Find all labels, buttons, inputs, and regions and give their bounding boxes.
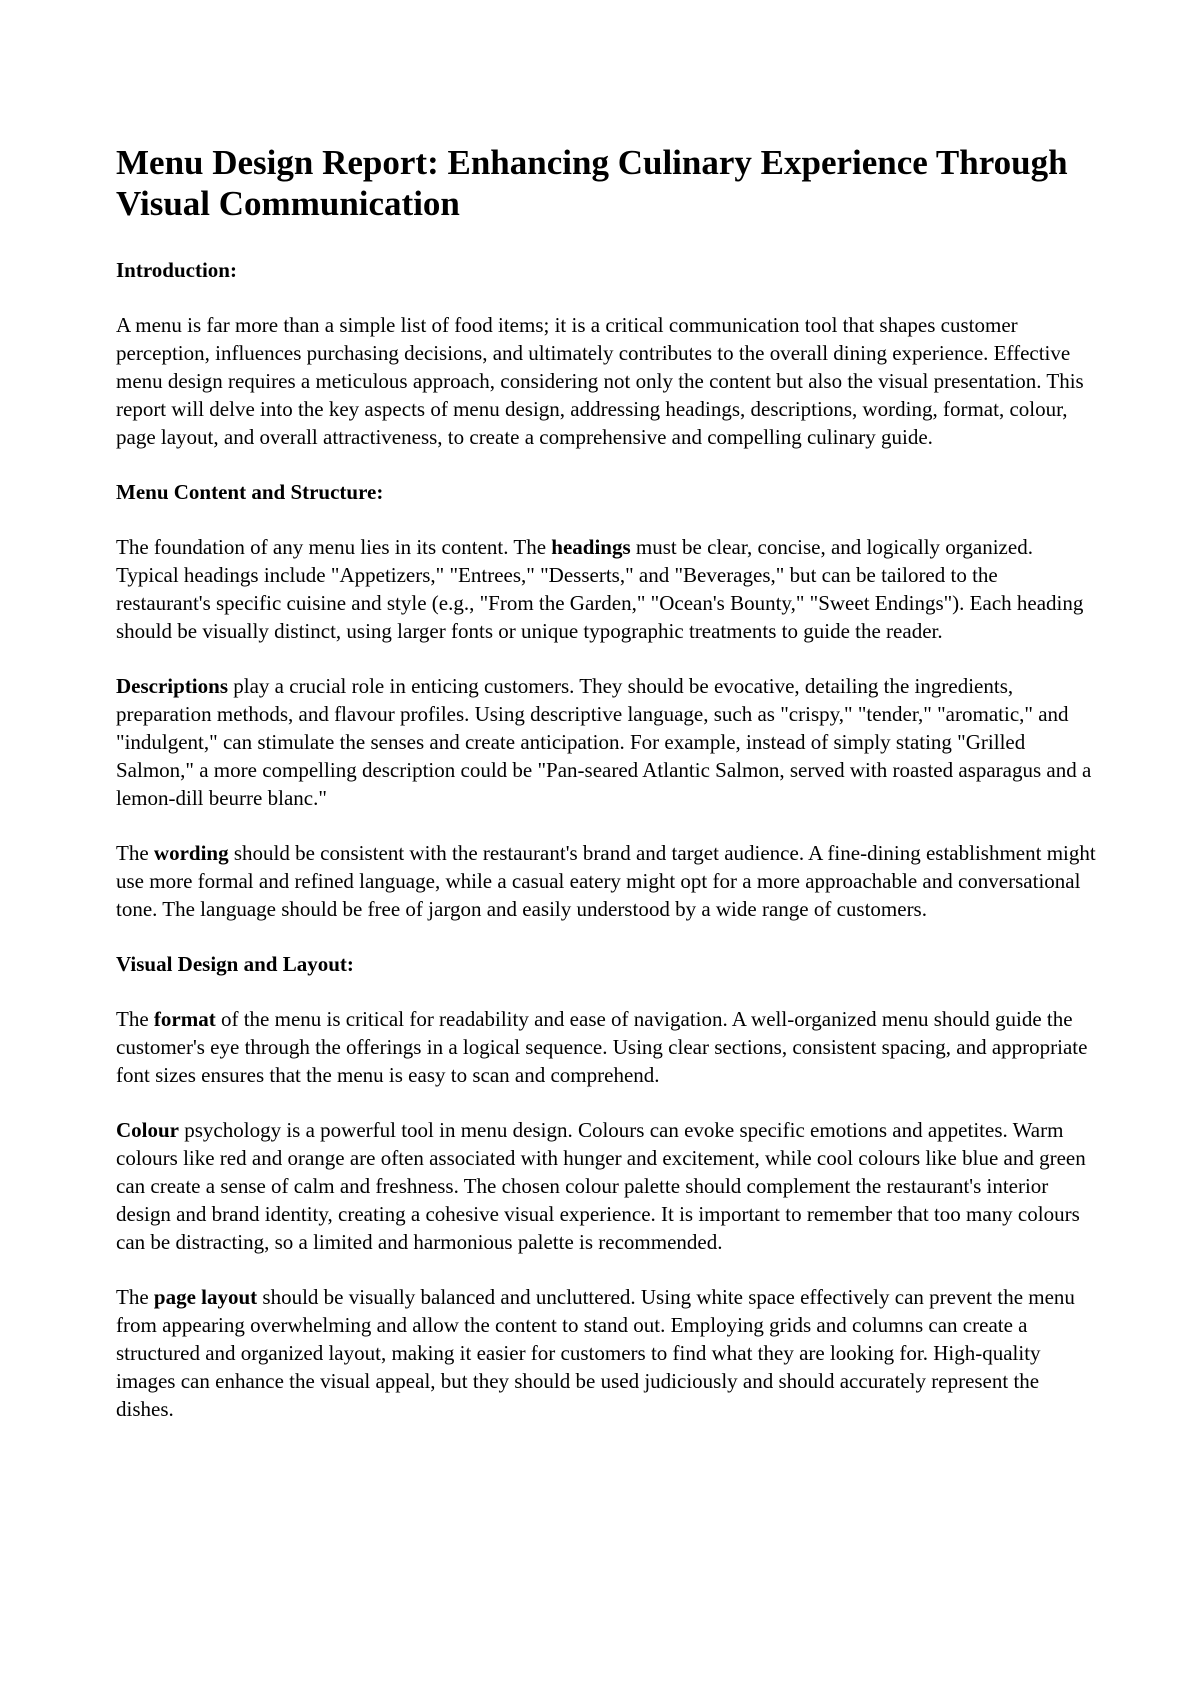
intro-paragraph: A menu is far more than a simple list of food items; it is a critical communication tool that shapes customer perception, influences purchasing decisions, and ultimately contributes to the overall dining experience. Effective menu design requires a meticulous approach, considering not only the content but also the visual presentation. This report will delve into the key aspects of menu design, addressing headings, descriptions, wording, format, colour, page layout, and overall attractiveness, to create a comprehensive and compelling culinary guide. [116, 313, 1084, 449]
headings-paragraph-body: must be clear, concise, and logically organized. Typical headings include "Appetizers," "Entrees," "Desserts," and "Beverages," but can be tailored to the restaurant's specific cuisine and style (e.g., "From the Garden," "Ocean's Bounty," "Sweet Endings"). Each heading should be visually distinct, using larger fonts or unique typographic treatments to guide the reader. [116, 535, 1084, 643]
descriptions-paragraph-body: play a crucial role in enticing customers. They should be evocative, detailing the ingredients, preparation methods, and flavour profiles. Using descriptive language, such as "crispy," "tender," "aromatic," and "indulgent," can stimulate the senses and create anticipation. For example, instead of simply stating "Grilled Salmon," a more compelling description could be "Pan-seared Atlantic Salmon, served with roasted asparagus and a lemon-dill beurre blanc." [116, 674, 1092, 810]
format-paragraph-body: of the menu is critical for readability and ease of navigation. A well-organized menu should guide the customer's eye through the offerings in a logical sequence. Using clear sections, consistent spacing, and appropriate font sizes ensures that the menu is easy to scan and comprehend. [116, 1007, 1088, 1087]
headings-paragraph-lead: The foundation of any menu lies in its content. The [116, 535, 552, 559]
headings-keyword: headings [551, 535, 631, 559]
wording-paragraph-lead: The [116, 841, 154, 865]
section-heading-introduction: Introduction: [116, 258, 237, 282]
colour-paragraph [116, 1116, 1096, 1256]
wording-paragraph [116, 839, 1096, 923]
descriptions-paragraph [116, 672, 1096, 812]
wording-keyword: wording [153, 841, 229, 865]
colour-keyword: Colour [116, 1118, 179, 1142]
page-layout-paragraph [116, 1283, 1096, 1423]
format-paragraph-lead: The [116, 1007, 154, 1031]
page-layout-paragraph-body: should be visually balanced and uncluttered. Using white space effectively can prevent the menu from appearing overwhelming and allow the content to stand out. Employing grids and columns can create a structured and organized layout, making it easier for customers to find what they are looking for. High-quality images can enhance the visual appeal, but they should be used judiciously and should accurately represent the dishes. [116, 1285, 1075, 1421]
page-layout-paragraph-lead: The [116, 1285, 154, 1309]
headings-paragraph [116, 533, 1096, 645]
document-title: Menu Design Report: Enhancing Culinary Experience Through Visual Communication [116, 143, 1068, 223]
format-paragraph [116, 1005, 1096, 1089]
format-keyword: format [153, 1007, 216, 1031]
page-layout-keyword: page layout [153, 1285, 258, 1309]
section-heading-visual-design: Visual Design and Layout: [116, 952, 354, 976]
wording-paragraph-body: should be consistent with the restaurant's brand and target audience. A fine-dining establishment might use more formal and refined language, while a casual eatery might opt for a more approachable and conversational tone. The language should be free of jargon and easily understood by a wide range of customers. [116, 841, 1096, 921]
descriptions-keyword: Descriptions [116, 674, 228, 698]
document-page [116, 142, 1096, 1450]
section-heading-menu-content: Menu Content and Structure: [116, 480, 384, 504]
colour-paragraph-body: psychology is a powerful tool in menu design. Colours can evoke specific emotions and appetites. Warm colours like red and orange are often associated with hunger and excitement, while cool colours like blue and green can create a sense of calm and freshness. The chosen colour palette should complement the restaurant's interior design and brand identity, creating a cohesive visual experience. It is important to remember that too many colours can be distracting, so a limited and harmonious palette is recommended. [116, 1118, 1086, 1254]
